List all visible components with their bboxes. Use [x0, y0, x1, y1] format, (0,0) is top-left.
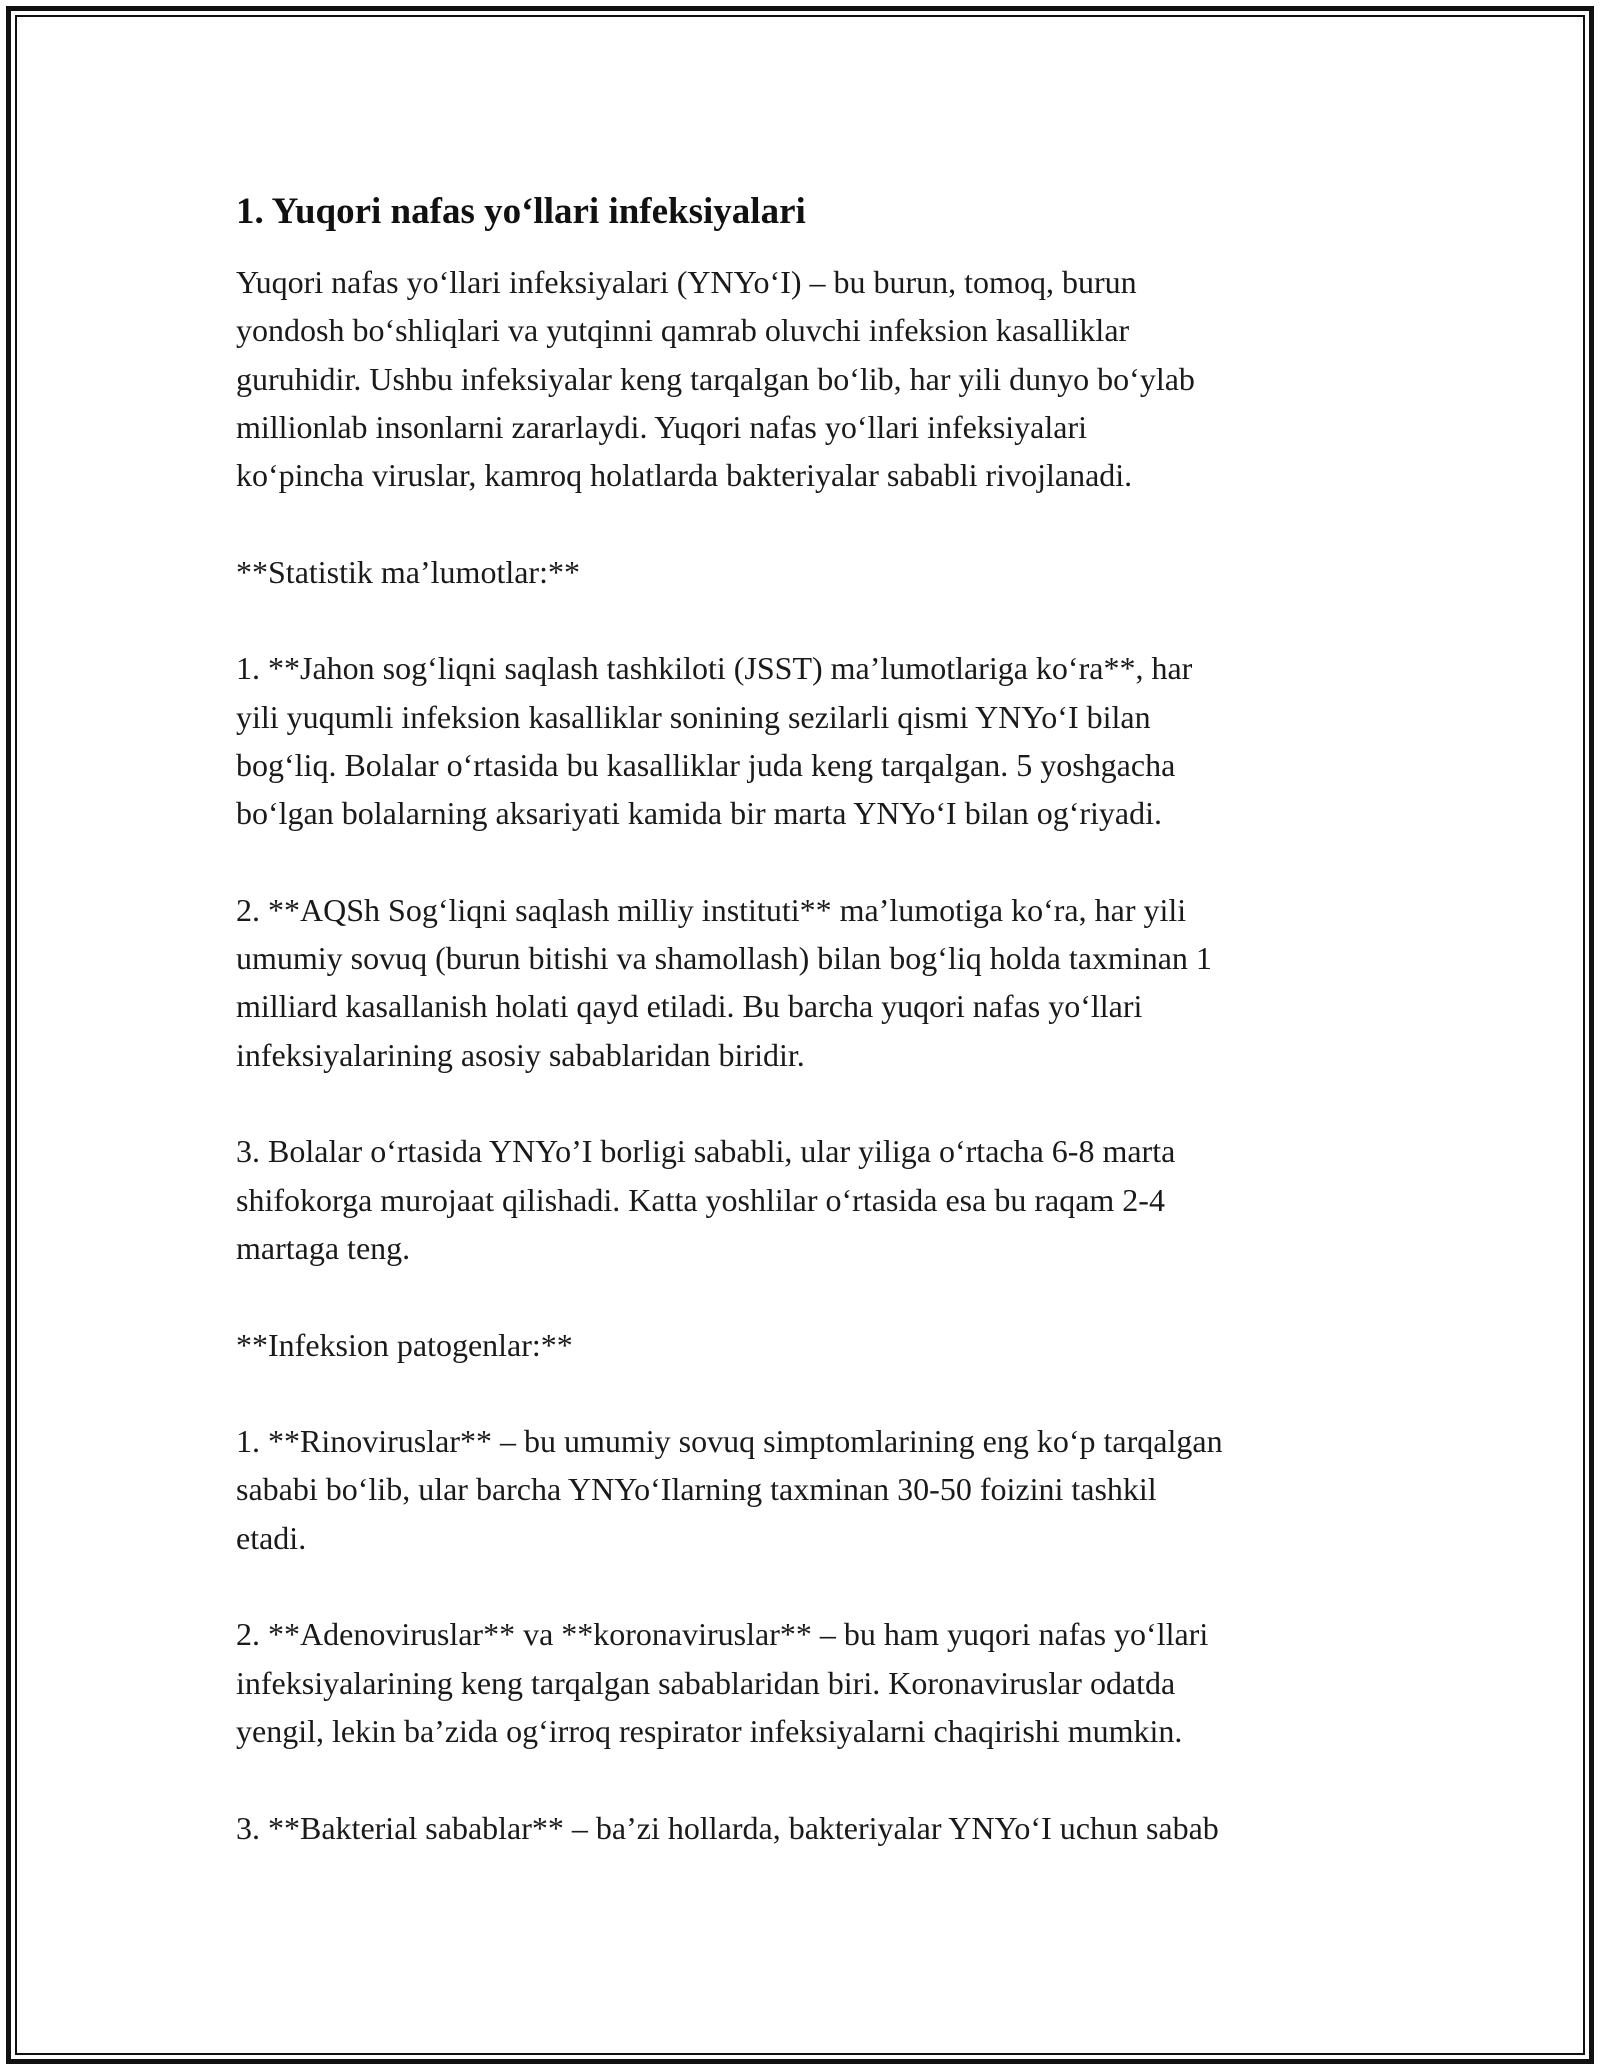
statistics-item-2	[236, 886, 1396, 1079]
statistics-item-1	[236, 644, 1396, 837]
text-line: bo‘lgan bolalarning aksariyati kamida bir marta YNYo‘I bilan og‘riyadi.	[236, 795, 1162, 832]
text-line: milliard kasallanish holati qayd etiladi. Bu barcha yuqori nafas yo‘llari	[236, 988, 1143, 1025]
text-line: yengil, lekin ba’zida og‘irroq respirator infeksiyalarni chaqirishi mumkin.	[236, 1712, 1183, 1749]
text-line: 2. **Adenoviruslar** va **koronaviruslar** – bu ham yuqori nafas yo‘llari	[236, 1616, 1209, 1653]
text-line: 2. **AQSh Sog‘liqni saqlash milliy instituti** ma’lumotiga ko‘ra, har yili	[236, 891, 1187, 928]
text-line: ko‘pincha viruslar, kamroq holatlarda bakteriyalar sababli rivojlanadi.	[236, 457, 1133, 494]
text-line: bog‘liq. Bolalar o‘rtasida bu kasalliklar juda keng tarqalgan. 5 yoshgacha	[236, 746, 1176, 783]
text-line: umumiy sovuq (burun bitishi va shamollash) bilan bog‘liq holda taxminan 1	[236, 940, 1212, 977]
text-line: sababi bo‘lib, ular barcha YNYo‘Ilarning taxminan 30-50 foizini tashkil	[236, 1471, 1157, 1508]
text-line: **Infeksion patogenlar:**	[236, 1326, 573, 1363]
text-line: 3. **Bakterial sabablar** – ba’zi hollarda, bakteriyalar YNYo‘I uchun sabab	[236, 1809, 1219, 1846]
text-line: 1. **Rinoviruslar** – bu umumiy sovuq simptomlarining eng ko‘p tarqalgan	[236, 1423, 1223, 1460]
section-heading: 1. Yuqori nafas yo‘llari infeksiyalari	[236, 191, 806, 232]
text-line: infeksiyalarining keng tarqalgan sabablaridan biri. Koronaviruslar odatda	[236, 1664, 1176, 1701]
intro-paragraph	[236, 258, 1396, 499]
pathogens-item-2	[236, 1610, 1396, 1755]
text-line: Yuqori nafas yo‘llari infeksiyalari (YNYo‘I) – bu burun, tomoq, burun	[236, 264, 1137, 300]
statistics-subheading	[236, 548, 1396, 596]
text-line: etadi.	[236, 1519, 307, 1556]
text-line: 1. **Jahon sog‘liqni saqlash tashkiloti (JSST) ma’lumotlariga ko‘ra**, har	[236, 650, 1193, 687]
text-line: yili yuqumli infeksion kasalliklar sonining sezilarli qismi YNYo‘I bilan	[236, 698, 1151, 735]
text-line: millionlab insonlarni zararlaydi. Yuqori nafas yo‘llari infeksiyalari	[236, 408, 1087, 445]
text-line: martaga teng.	[236, 1229, 411, 1266]
pathogens-item-1	[236, 1417, 1396, 1562]
document-body	[236, 186, 1396, 1900]
statistics-item-3	[236, 1127, 1396, 1272]
text-line: 3. Bolalar o‘rtasida YNYo’I borligi sababli, ular yiliga o‘rtacha 6-8 marta	[236, 1133, 1176, 1170]
pathogens-subheading	[236, 1321, 1396, 1369]
text-line: yondosh bo‘shliqlari va yutqinni qamrab oluvchi infeksion kasalliklar	[236, 312, 1130, 349]
text-line: shifokorga murojaat qilishadi. Katta yoshlilar o‘rtasida esa bu raqam 2-4	[236, 1181, 1165, 1218]
pathogens-item-3	[236, 1804, 1396, 1852]
text-line: infeksiyalarining asosiy sabablaridan biridir.	[236, 1036, 805, 1073]
text-line: guruhidir. Ushbu infeksiyalar keng tarqalgan bo‘lib, har yili dunyo bo‘ylab	[236, 360, 1195, 397]
text-line: **Statistik ma’lumotlar:**	[236, 553, 580, 590]
